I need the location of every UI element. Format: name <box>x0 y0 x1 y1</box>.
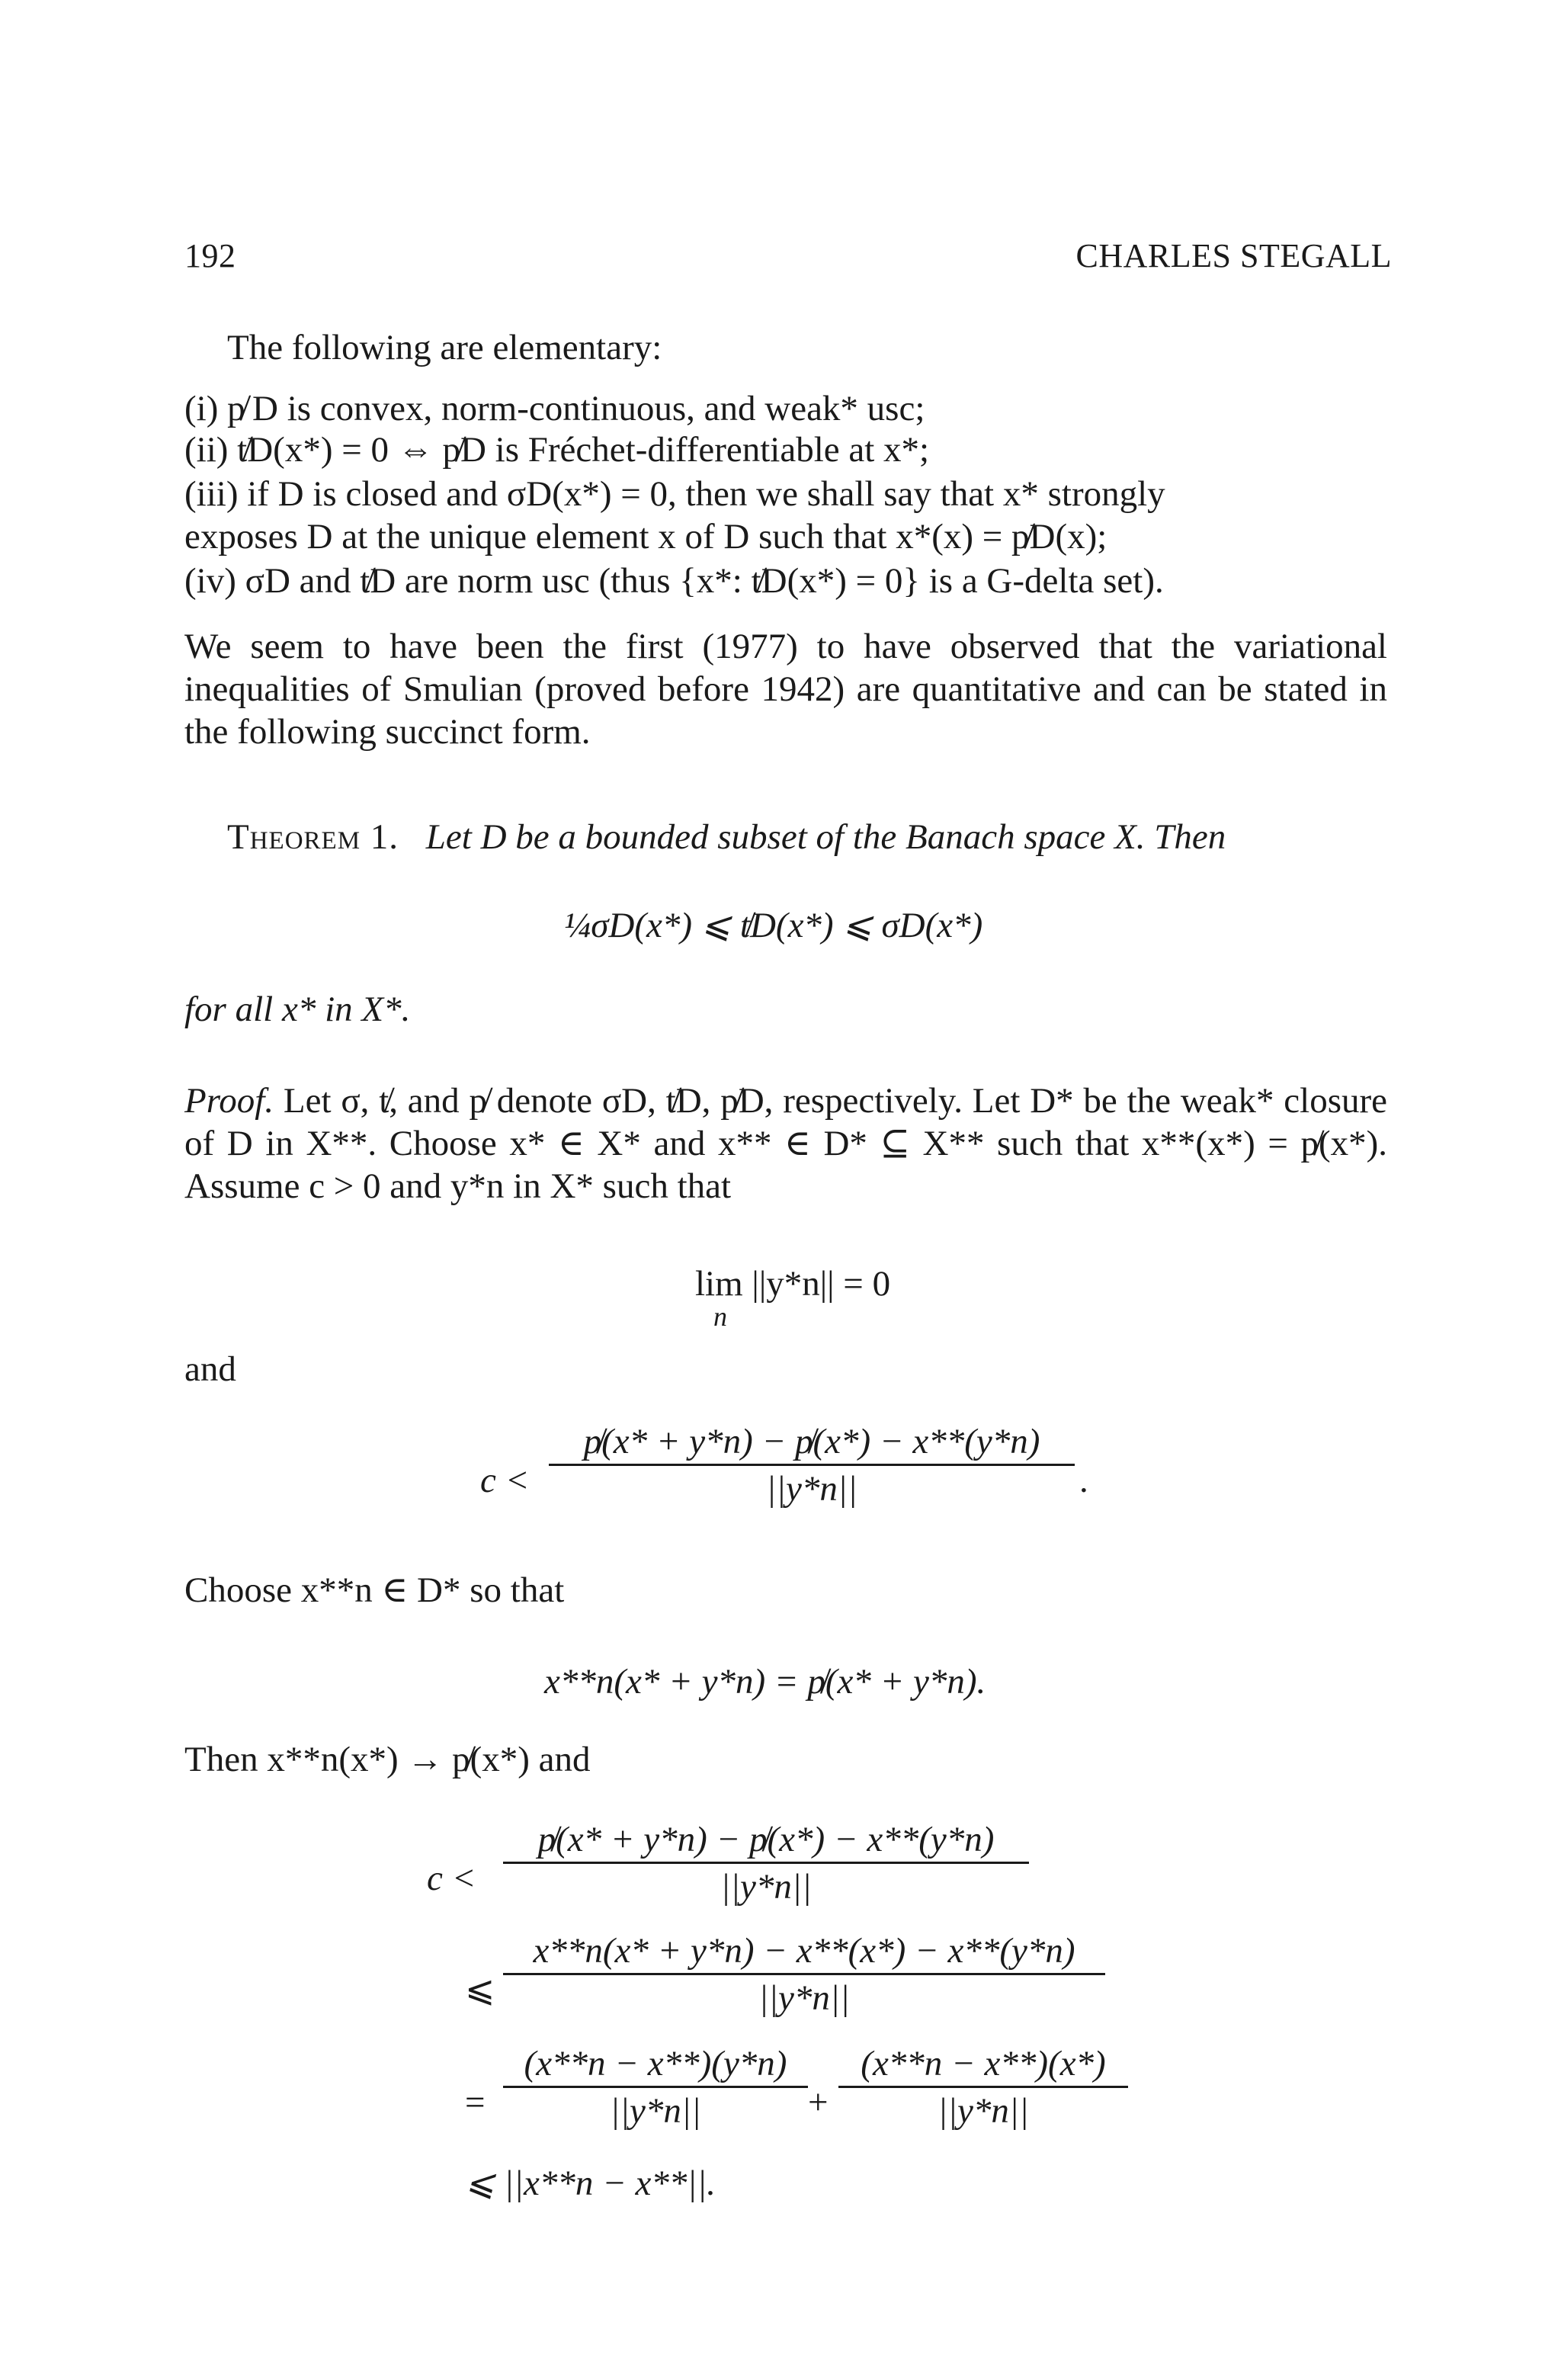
theorem-block <box>227 816 1226 858</box>
chain-rel-2: ⩽ <box>465 1970 495 2010</box>
ineq1-lhs: c < <box>480 1461 530 1500</box>
page-number: 192 <box>184 237 236 274</box>
ineq1-numerator: p̸(x* + y*n) − p̸(x*) − x**(y*n) <box>583 1422 1040 1461</box>
item-iv: (iv) σD and t̸D are norm usc (thus {x*: t̸D(x*) = 0} is a G-delta set). <box>184 561 1164 601</box>
chain-num-3b: (x**n − x**)(x*) <box>861 2044 1106 2083</box>
item-iii-text: (iii) if D is closed and σD(x*) = 0, then we shall say that x* strongly <box>184 474 1165 514</box>
then-line: Then x**n(x*) → p̸(x*) and <box>184 1740 591 1779</box>
ineq1-denominator: ||y*n|| <box>766 1469 857 1509</box>
theorem-statement: Let D be a bounded subset of the Banach space X. Then <box>425 817 1226 857</box>
ineq1-fraction <box>549 1419 1075 1512</box>
limit-subscript: n <box>713 1301 727 1332</box>
chain-num-3a: (x**n − x**)(y*n) <box>524 2044 787 2083</box>
chain-fraction-2 <box>503 1929 1105 2021</box>
item-ii: (ii) t̸D(x*) = 0 ⇔ p̸D is Fréchet-differentiable at x*; <box>184 430 930 470</box>
chain-num-1: p̸(x* + y*n) − p̸(x*) − x**(y*n) <box>537 1820 995 1859</box>
chain-rel-3: = <box>465 2083 486 2122</box>
proof-text: Let σ, t̸, and p̸ denote σD, t̸D, p̸D, respectively. Let D* be the weak* closure of D in X**. Choose x* ∈ X* and x** ∈ D* ⊆ X** such that x**(x*) = p̸(x*). Assume c > 0 and y*n in X* such that <box>184 1081 1387 1206</box>
chain-den-3b: ||y*n|| <box>938 2091 1029 2131</box>
chain-den-1: ||y*n|| <box>720 1867 812 1907</box>
item-iii-line2: exposes D at the unique element x of D such that x*(x) = p̸D(x); <box>184 517 1107 557</box>
theorem-label: Theorem 1. <box>227 817 399 857</box>
chain-final: ⩽ ||x**n − x**||. <box>465 2163 716 2203</box>
item-iii-line1 <box>184 473 1387 515</box>
proof-paragraph <box>184 1079 1387 1208</box>
chain-plus: + <box>808 2083 829 2122</box>
theorem-tail: for all x* in X*. <box>184 990 411 1029</box>
ineq1-end: . <box>1079 1461 1088 1500</box>
chain-den-3a: ||y*n|| <box>610 2091 701 2131</box>
body-paragraph: We seem to have been the first (1977) to have observed that the variational inequalities of Smulian (proved before 1942) are quantitative and can be stated in the following succinct form. <box>184 627 1387 752</box>
chain-fraction-3a <box>503 2042 808 2134</box>
proof-label: Proof. <box>184 1081 274 1121</box>
equation-2: x**n(x* + y*n) = p̸(x* + y*n). <box>544 1662 986 1702</box>
and-line: and <box>184 1349 236 1389</box>
chain-rel-1: c < <box>427 1859 476 1898</box>
theorem-inequality: ¼σD(x*) ⩽ t̸D(x*) ⩽ σD(x*) <box>564 906 983 945</box>
chain-den-2: ||y*n|| <box>758 1978 850 2018</box>
chain-fraction-3b <box>838 2042 1128 2134</box>
chain-fraction-1 <box>503 1817 1029 1910</box>
choose-line: Choose x**n ∈ D* so that <box>184 1570 565 1610</box>
chain-num-2: x**n(x* + y*n) − x**(x*) − x**(y*n) <box>533 1931 1075 1971</box>
item-i: (i) p̸ D is convex, norm-continuous, and weak* usc; <box>184 389 925 428</box>
intro-line: The following are elementary: <box>227 328 662 367</box>
running-title: CHARLES STEGALL <box>1075 237 1392 274</box>
limit-equation: lim ||y*n|| = 0 <box>695 1264 891 1304</box>
